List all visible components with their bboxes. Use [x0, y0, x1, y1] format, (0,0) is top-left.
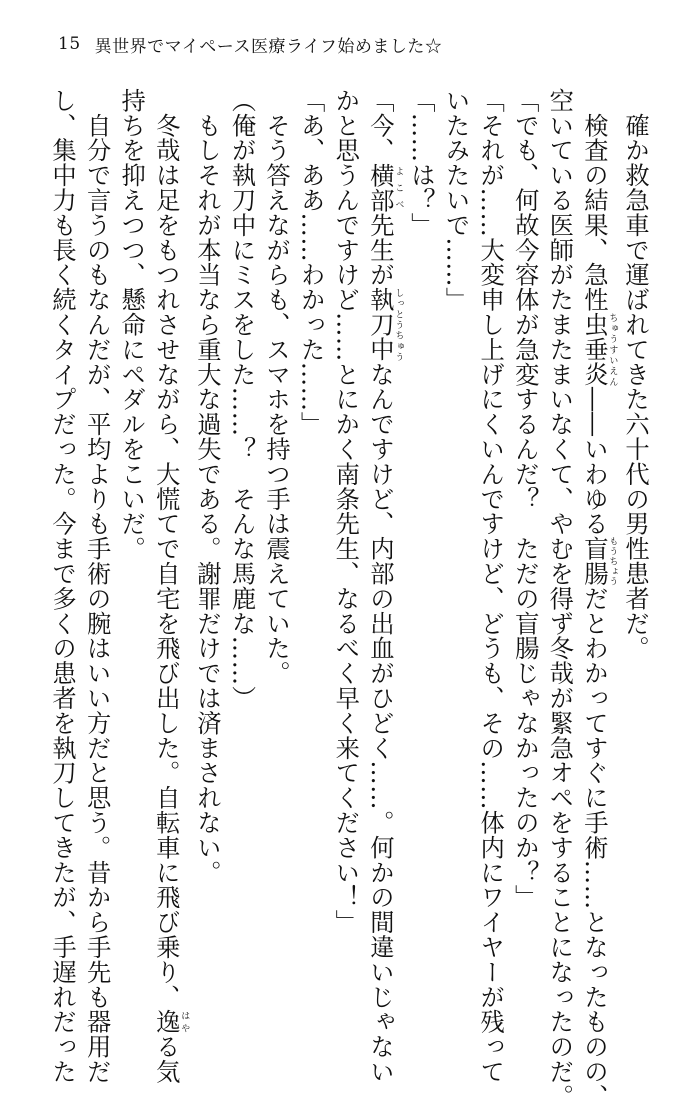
ruby-reading: しっとうちゅう: [393, 287, 404, 362]
text-segment: し、集中力も長く続くタイプだった。今まで多くの患者を執刀してきたが、手遅れだった: [48, 88, 77, 1084]
ruby-word: [579, 536, 618, 587]
ruby-reading: はや: [179, 1009, 190, 1035]
text-segment: だとわかってすぐに手術……となったものの、: [579, 586, 609, 1109]
text-segment: 検査の結果、急性: [579, 88, 609, 313]
ruby-word: [151, 1009, 190, 1035]
text-segment: 「今、: [365, 88, 395, 163]
book-title: 異世界でマイペース医療ライフ始めました☆: [94, 36, 443, 57]
text-line: [438, 88, 473, 948]
text-segment: ――いわゆる: [579, 386, 609, 537]
text-segment: もしそれが本当なら重大な過失である。謝罪だけでは済まされない。: [192, 88, 222, 885]
text-line: [542, 88, 577, 1109]
text-segment: かと思うんですけど……とにかく南条先生、なるべく早く来てください！」: [331, 88, 361, 935]
vertical-body-text: [44, 88, 652, 1109]
text-segment: なんですけど、内部の出血がひどく……。何かの間違いじゃない: [365, 361, 395, 1085]
text-segment: そう答えながらも、スマホを持つ手は震えていた。: [262, 88, 292, 686]
text-line: [189, 88, 224, 948]
text-line: [617, 88, 652, 948]
page-number: 15: [58, 34, 81, 54]
text-line: [328, 88, 363, 948]
text-line: [362, 88, 404, 1085]
text-line: [293, 88, 328, 948]
ruby-base: 執刀中: [365, 287, 395, 362]
text-segment: 「……は？」: [406, 88, 436, 238]
ruby-base: 虫垂炎: [579, 312, 609, 387]
ruby-base: 横部: [365, 162, 395, 213]
ruby-word: [365, 287, 404, 362]
text-segment: る気: [151, 1034, 181, 1085]
text-segment: 空いている医師がたまたまいなくて、やむを得ず冬哉が緊急オペをすることになったのだ。: [545, 88, 575, 1109]
text-segment: いたみたいで……」: [441, 88, 471, 313]
ruby-reading: もうちょう: [607, 536, 618, 587]
text-line: [44, 88, 79, 1084]
ruby-word: [365, 162, 404, 213]
text-segment: 先生が: [365, 212, 395, 288]
text-line: [148, 88, 190, 1085]
text-line: [79, 88, 114, 1084]
running-header: [58, 30, 658, 58]
text-line: [114, 88, 149, 948]
text-segment: 冬哉は足をもつれさせながら、大慌てで自宅を飛び出した。自転車に飛び乗り、: [151, 88, 181, 1010]
text-line: [258, 88, 293, 948]
text-line: [224, 88, 259, 948]
text-segment: 「あ、ああ……わかった……」: [296, 88, 326, 437]
text-line: [576, 88, 618, 1109]
text-segment: 持ちを抑えつつ、懸命にペダルをこいだ。: [117, 88, 147, 562]
text-segment: 「それが……大変申し上げにくいんですけど、どうも、その……体内にワイヤーが残って: [476, 88, 506, 1084]
text-segment: （俺が執刀中にミスをした……？ そんな馬鹿な……）: [227, 88, 257, 711]
text-line: [403, 88, 438, 948]
ruby-base: 逸: [151, 1009, 181, 1035]
ruby-word: [579, 312, 618, 387]
ruby-reading: ちゅうすいえん: [607, 312, 618, 387]
text-line: [473, 88, 508, 1084]
ruby-reading: よこべ: [393, 162, 404, 213]
text-segment: 確か救急車で運ばれてきた六十代の男性患者だ。: [621, 88, 650, 661]
text-segment: 自分で言うのもなんだが、平均よりも手術の腕はいい方だと思う。昔から手先も器用だ: [82, 88, 112, 1084]
text-segment: 「でも、何故今容体が急変するんだ？ ただの盲腸じゃなかったのか？」: [510, 88, 540, 910]
text-line: [507, 88, 542, 948]
ruby-base: 盲腸: [579, 536, 609, 587]
